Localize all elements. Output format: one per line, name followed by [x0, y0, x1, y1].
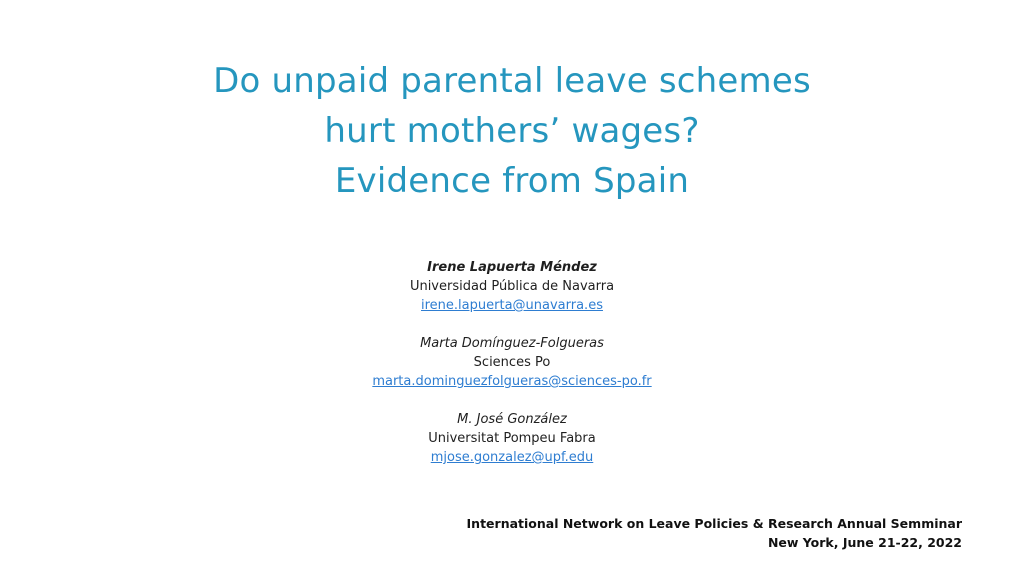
title-line-2: hurt mothers’ wages? [324, 111, 700, 151]
event-place-date: New York, June 21-22, 2022 [767, 535, 962, 550]
author-email-link[interactable]: marta.dominguezfolgueras@sciences-po.fr [372, 374, 652, 389]
author-block-lapuerta [0, 258, 1024, 315]
author-affiliation: Universidad Pública de Navarra [409, 279, 615, 294]
event-name: International Network on Leave Policies & Research Annual Semminar [466, 516, 962, 531]
author-email-link[interactable]: mjose.gonzalez@upf.edu [430, 450, 594, 465]
author-list [0, 258, 1024, 486]
author-name: Marta Domínguez-Folgueras [420, 336, 604, 351]
slide-title [0, 56, 1024, 206]
author-email-link[interactable]: irene.lapuerta@unavarra.es [421, 298, 603, 313]
author-block-gonzalez [0, 410, 1024, 467]
author-affiliation: Sciences Po [473, 355, 551, 370]
author-affiliation: Universitat Pompeu Fabra [428, 431, 596, 446]
title-line-3: Evidence from Spain [334, 161, 690, 201]
author-name: M. José González [457, 412, 567, 427]
author-name: Irene Lapuerta Méndez [427, 260, 597, 275]
author-block-dominguez [0, 334, 1024, 391]
title-line-1: Do unpaid parental leave schemes [213, 61, 811, 101]
event-footer [467, 514, 962, 552]
